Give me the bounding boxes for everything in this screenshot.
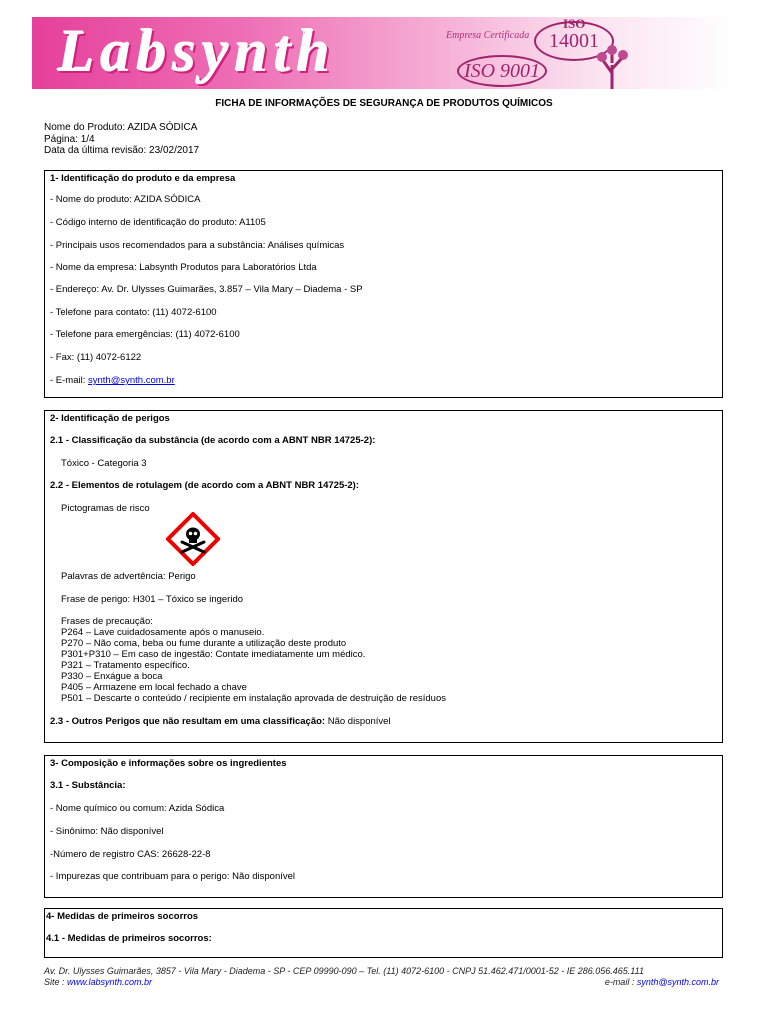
impurities: - Impurezas que contribuam para o perigo: Não disponível xyxy=(50,871,296,882)
revision-line: Data da última revisão: 23/02/2017 xyxy=(44,145,200,156)
subsection-2-2-heading: 2.2 - Elementos de rotulagem (de acordo com a ABNT NBR 14725-2): xyxy=(50,480,360,491)
internal-code: - Código interno de identificação do produto: A1105 xyxy=(50,217,266,228)
precaution-p321: P321 – Tratamento específico. xyxy=(61,660,190,671)
precaution-title: Frases de precaução: xyxy=(61,616,153,627)
section-3 xyxy=(44,755,723,898)
subsection-2-3 xyxy=(50,716,391,727)
contact-phone: - Telefone para contato: (11) 4072-6100 xyxy=(50,307,217,318)
header-banner xyxy=(32,17,736,89)
section-4-heading: 4- Medidas de primeiros socorros xyxy=(46,911,199,922)
pictograms-label: Pictogramas de risco xyxy=(61,503,150,514)
classification: Tóxico - Categoria 3 xyxy=(61,458,147,469)
emergency-phone: - Telefone para emergências: (11) 4072-6100 xyxy=(50,329,240,340)
section-1-heading: 1- Identificação do produto e da empresa xyxy=(50,173,236,184)
page-line: Página: 1/4 xyxy=(44,133,95,145)
labsynth-logo: Labsynth xyxy=(58,18,337,84)
iso-label: ISO xyxy=(563,17,586,31)
precaution-p501: P501 – Descarte o conteúdo / recipiente em instalação aprovada de destruição de resíduos xyxy=(61,693,446,704)
iso9001-badge: ISO 9001 xyxy=(457,55,547,87)
footer-links xyxy=(44,977,719,987)
footer-email xyxy=(605,977,719,987)
precaution-p264: P264 – Lave cuidadosamente após o manuseio. xyxy=(61,627,265,638)
chemical-name: - Nome químico ou comum: Azida Sódica xyxy=(50,803,225,814)
email-line xyxy=(50,375,175,386)
section-1 xyxy=(44,170,723,398)
email-label: - E-mail: xyxy=(50,375,88,386)
precaution-p270: P270 – Não coma, beba ou fume durante a utilização deste produto xyxy=(61,638,347,649)
tree-icon xyxy=(592,45,632,89)
skull-crossbones-icon xyxy=(166,512,220,566)
footer-email-link[interactable]: synth@synth.com.br xyxy=(636,977,719,987)
precaution-p301: P301+P310 – Em caso de ingestão: Contate imediatamente um médico. xyxy=(61,649,366,660)
document-meta xyxy=(44,122,199,157)
footer-email-label: e-mail : xyxy=(604,977,637,987)
section-3-heading: 3- Composição e informações sobre os ingredientes xyxy=(50,758,287,769)
subsection-4-1-heading: 4.1 - Medidas de primeiros socorros: xyxy=(46,933,212,944)
footer-address: Av. Dr. Ulysses Guimarães, 3857 - Vila Mary - Diadema - SP - CEP 09990-090 – Tel. (11) 4072-6100 - CNPJ 51.462.471/0001-52 - IE 286.056.465.111 xyxy=(44,966,644,976)
company-name: - Nome da empresa: Labsynth Produtos para Laboratórios Ltda xyxy=(50,262,317,273)
product-name: - Nome do produto: AZIDA SÓDICA xyxy=(50,194,201,205)
subsection-3-1-heading: 3.1 - Substância: xyxy=(50,780,126,791)
fax: - Fax: (11) 4072-6122 xyxy=(50,352,142,363)
document-title: FICHA DE INFORMAÇÕES DE SEGURANÇA DE PRODUTOS QUÍMICOS xyxy=(215,98,553,109)
site-label: Site : xyxy=(44,977,68,987)
site-link[interactable]: www.labsynth.com.br xyxy=(67,977,153,987)
subsection-2-1-heading: 2.1 - Classificação da substância (de acordo com a ABNT NBR 14725-2): xyxy=(50,435,376,446)
precaution-p405: P405 – Armazene em local fechado a chave xyxy=(61,682,247,693)
section-4 xyxy=(44,908,723,958)
iso14001-badge: 14001 xyxy=(534,21,614,61)
hazard-phrase: Frase de perigo: H301 – Tóxico se ingerido xyxy=(61,594,244,605)
subsection-2-3-value: Não disponível xyxy=(325,716,391,727)
cas-number: -Número de registro CAS: 26628-22-8 xyxy=(50,849,211,860)
certified-label: Empresa Certificada xyxy=(446,30,530,41)
email-link[interactable]: synth@synth.com.br xyxy=(88,375,175,386)
recommended-uses: - Principais usos recomendados para a substância: Análises químicas xyxy=(50,240,345,251)
signal-word: Palavras de advertência: Perigo xyxy=(61,571,196,582)
product-name-line: Nome do Produto: AZIDA SÓDICA xyxy=(44,122,198,133)
subsection-2-3-heading: 2.3 - Outros Perigos que não resultam em uma classificação: xyxy=(50,716,326,727)
synonym: - Sinônimo: Não disponível xyxy=(50,826,164,837)
section-2-heading: 2- Identificação de perigos xyxy=(50,413,170,424)
precaution-p330: P330 – Enxágue a boca xyxy=(61,671,163,682)
section-2 xyxy=(44,410,723,743)
address: - Endereço: Av. Dr. Ulysses Guimarães, 3.857 – Vila Mary – Diadema - SP xyxy=(50,284,363,295)
